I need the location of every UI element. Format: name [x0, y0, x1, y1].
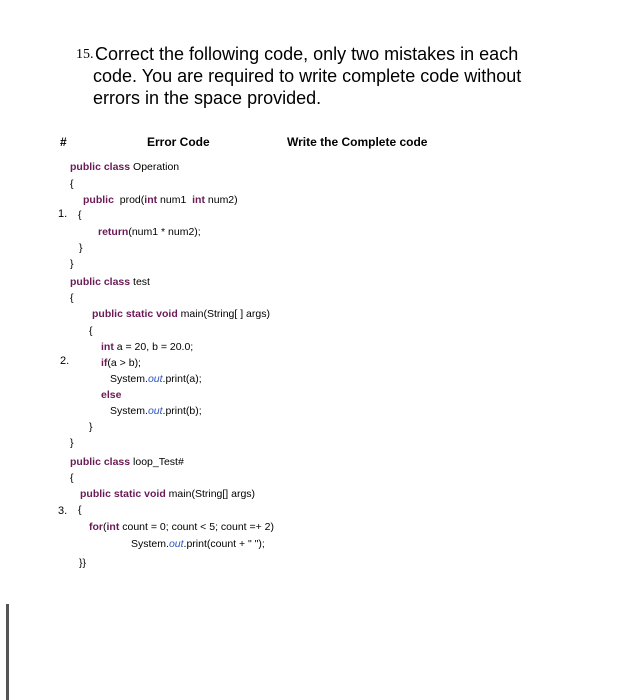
code3-line-6: System.out.print(count + " "); — [131, 538, 265, 550]
code3-line-3: public static void main(String[] args) — [80, 488, 256, 500]
code2-line-1: public class test — [70, 276, 150, 288]
question-line-2: code. You are required to write complete code without — [93, 66, 522, 86]
code2-line-9: System.out.print(b); — [110, 405, 202, 417]
code3-line-4: { — [78, 504, 82, 516]
code2-line-2: { — [70, 292, 74, 304]
row-number-3: 3. — [58, 505, 68, 517]
code3-line-7: }} — [79, 557, 87, 569]
code1-line-7: } — [70, 258, 74, 270]
code1-line-5: return(num1 * num2); — [98, 226, 201, 238]
code2-line-4: { — [89, 325, 93, 337]
code2-line-10: } — [89, 421, 93, 433]
code1-line-3: public prod(int num1 int num2) — [83, 194, 238, 206]
code2-line-6: if(a > b); — [101, 357, 141, 369]
code2-line-11: } — [70, 437, 74, 449]
question-line-3: errors in the space provided. — [93, 88, 322, 108]
code1-line-4: { — [78, 209, 82, 221]
page-edge-bar — [6, 604, 9, 700]
code2-line-3: public static void main(String[ ] args) — [92, 308, 270, 320]
code2-line-5: int a = 20, b = 20.0; — [101, 341, 194, 353]
question-line-1: Correct the following code, only two mistakes in each — [95, 44, 519, 64]
code1-line-6: } — [79, 242, 83, 254]
code2-line-8: else — [101, 389, 122, 401]
header-write-complete-code: Write the Complete code — [287, 135, 428, 149]
code1-line-1: public class Operation — [70, 161, 180, 173]
code2-line-7: System.out.print(a); — [110, 373, 202, 385]
header-error-code: Error Code — [147, 135, 210, 149]
code3-line-2: { — [70, 472, 74, 484]
header-hash: # — [60, 135, 67, 149]
question-number: 15. — [76, 47, 94, 62]
row-number-2: 2. — [60, 355, 70, 367]
code3-line-5: for(int count = 0; count < 5; count =+ 2) — [89, 521, 275, 533]
code3-line-1: public class loop_Test# — [70, 456, 184, 468]
row-number-1: 1. — [58, 208, 68, 220]
code1-line-2: { — [70, 178, 74, 190]
